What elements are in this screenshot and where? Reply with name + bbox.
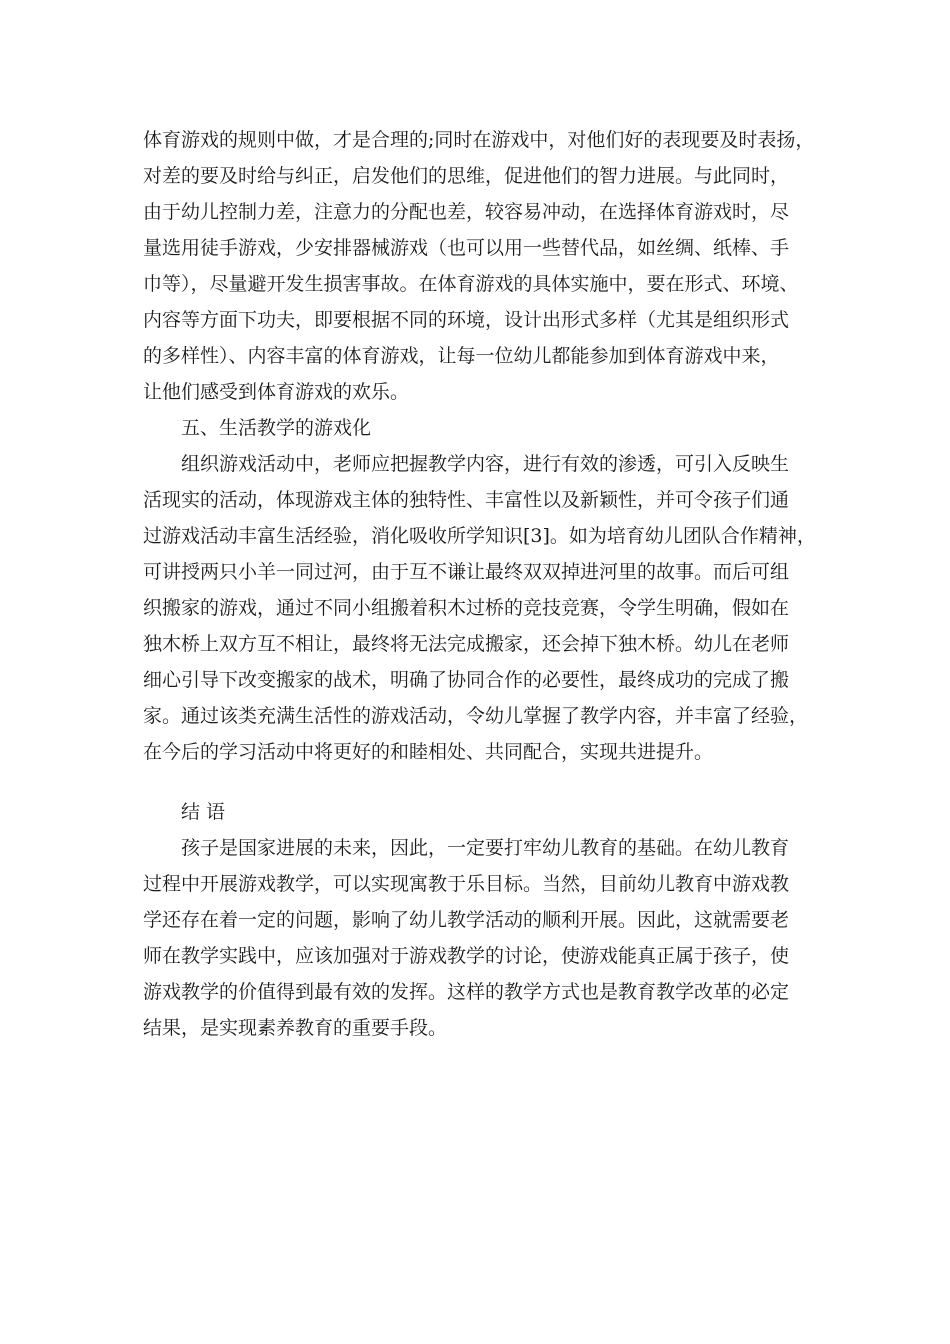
paragraph-line: 独木桥上双方互不相让，最终将无法完成搬家，还会掉下独木桥。幼儿在老师 bbox=[143, 633, 790, 655]
paragraph-line: 孩子是国家进展的未来，因此，一定要打牢幼儿教育的基础。在幼儿教育 bbox=[181, 837, 790, 859]
paragraph-line: 家。通过该类充满生活性的游戏活动，令幼儿掌握了教学内容，并丰富了经验， bbox=[143, 705, 809, 727]
paragraph-line: 内容等方面下功夫，即要根据不同的环境，设计出形式多样（尤其是组织形式 bbox=[143, 309, 790, 331]
section-heading: 五、生活教学的游戏化 bbox=[181, 417, 372, 439]
paragraph-line: 游戏教学的价值得到最有效的发挥。这样的教学方式也是教育教学改革的必定 bbox=[143, 981, 790, 1003]
paragraph-line: 过游戏活动丰富生活经验，消化吸收所学知识[3]。如为培育幼儿团队合作精神， bbox=[143, 525, 816, 547]
paragraph-line: 结果，是实现素养教育的重要手段。 bbox=[143, 1017, 448, 1039]
paragraph-line: 细心引导下改变搬家的战术，明确了协同合作的必要性，最终成功的完成了搬 bbox=[143, 669, 790, 691]
paragraph-line: 体育游戏的规则中做，才是合理的;同时在游戏中，对他们好的表现要及时表扬， bbox=[143, 129, 815, 151]
paragraph-line: 由于幼儿控制力差，注意力的分配也差，较容易冲动，在选择体育游戏时，尽 bbox=[143, 201, 790, 223]
paragraph-line: 对差的要及时给与纠正，启发他们的思维，促进他们的智力进展。与此同时， bbox=[143, 165, 790, 187]
paragraph-line: 的多样性）、内容丰富的体育游戏，让每一位幼儿都能参加到体育游戏中来， bbox=[143, 345, 780, 367]
paragraph-line: 让他们感受到体育游戏的欢乐。 bbox=[143, 381, 410, 403]
paragraph-line: 量选用徒手游戏，少安排器械游戏（也可以用一些替代品，如丝绸、纸棒、手 bbox=[143, 237, 790, 259]
conclusion-heading: 结 语 bbox=[181, 801, 226, 823]
paragraph-line: 可讲授两只小羊一同过河，由于互不谦让最终双双掉进河里的故事。而后可组 bbox=[143, 561, 790, 583]
paragraph-line: 过程中开展游戏教学，可以实现寓教于乐目标。当然，目前幼儿教育中游戏教 bbox=[143, 873, 790, 895]
paragraph-line: 织搬家的游戏，通过不同小组搬着积木过桥的竞技竞赛，令学生明确，假如在 bbox=[143, 597, 790, 619]
paragraph-line: 师在教学实践中，应该加强对于游戏教学的讨论，使游戏能真正属于孩子，使 bbox=[143, 945, 790, 967]
paragraph-line: 巾等），尽量避开发生损害事故。在体育游戏的具体实施中，要在形式、环境、 bbox=[143, 273, 799, 295]
paragraph-line: 组织游戏活动中，老师应把握教学内容，进行有效的渗透，可引入反映生 bbox=[181, 453, 790, 475]
paragraph-line: 学还存在着一定的问题，影响了幼儿教学活动的顺利开展。因此，这就需要老 bbox=[143, 909, 790, 931]
paragraph-line: 在今后的学习活动中将更好的和睦相处、共同配合，实现共进提升。 bbox=[143, 741, 714, 763]
paragraph-line: 活现实的活动，体现游戏主体的独特性、丰富性以及新颖性，并可令孩子们通 bbox=[143, 489, 790, 511]
